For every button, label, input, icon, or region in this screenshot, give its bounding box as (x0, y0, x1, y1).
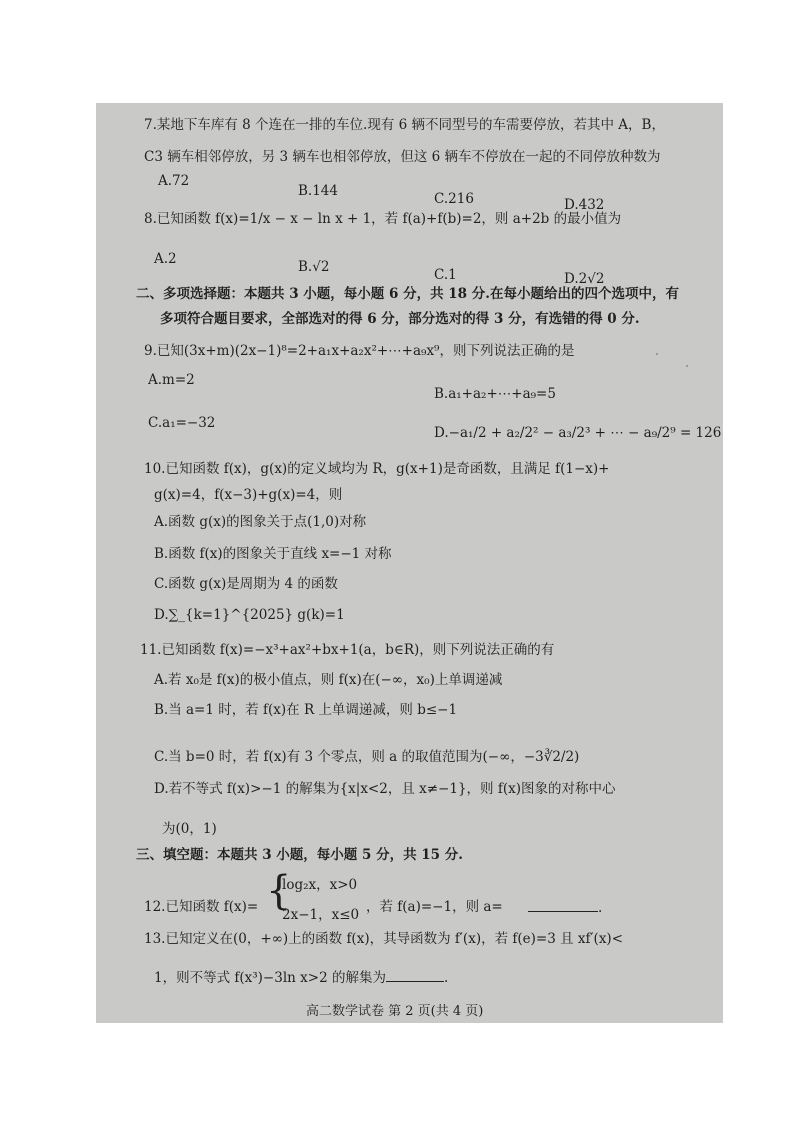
q7-line1: 7.某地下车库有 8 个连在一排的车位.现有 6 辆不同型号的车需要停放，若其中 A，B， (144, 117, 665, 133)
q13-line2 (154, 971, 448, 986)
page-footer: 高二数学试卷 第 2 页(共 4 页) (306, 1004, 484, 1019)
q7-option-c: C.216 (434, 191, 474, 207)
q12-brace: { (266, 868, 292, 914)
q9-option-d: D.−a₁/2 + a₂/2² − a₃/2³ + ⋯ − a₉/2⁹ = 126 (434, 425, 722, 441)
exam-page (96, 103, 723, 1023)
q13-line2-text: 1，则不等式 f(x³)−3ln x>2 的解集为 (154, 970, 386, 986)
q10-option-a: A.函数 g(x)的图象关于点(1,0)对称 (154, 514, 367, 530)
q10-option-d: D.∑_{k=1}^{2025} g(k)=1 (154, 607, 345, 623)
q11-option-c: C.当 b=0 时，若 f(x)有 3 个零点，则 a 的取值范围为(−∞，−3∛2/2) (154, 749, 580, 765)
q8-option-c: C.1 (434, 267, 457, 283)
q7-option-b: B.144 (298, 183, 338, 199)
q13-line1: 13.已知定义在(0，+∞)上的函数 f(x)，其导函数为 f′(x)，若 f(e)=3 且 xf′(x)< (144, 931, 624, 947)
q11-option-b: B.当 a=1 时，若 f(x)在 R 上单调递减，则 b≤−1 (154, 702, 458, 718)
q10-line2: g(x)=4，f(x−3)+g(x)=4，则 (154, 487, 343, 503)
q12-end: . (598, 900, 603, 916)
q12-lead: 12.已知函数 f(x)= (144, 899, 259, 915)
q8-option-b: B.√2 (298, 259, 330, 275)
q11-option-a: A.若 x₀是 f(x)的极小值点，则 f(x)在(−∞，x₀)上单调递减 (154, 672, 503, 688)
q12-answer-blank (528, 901, 602, 916)
q7-line2: C3 辆车相邻停放，另 3 辆车也相邻停放，但这 6 辆车不停放在一起的不同停放种数为 (144, 149, 661, 165)
q13-answer-blank (386, 971, 444, 982)
section3-heading: 三、填空题：本题共 3 小题，每小题 5 分，共 15 分. (136, 847, 463, 863)
q8-option-d: D.2√2 (564, 271, 605, 287)
q10-option-c: C.函数 g(x)是周期为 4 的函数 (154, 576, 338, 592)
q9-option-a: A.m=2 (148, 372, 195, 388)
q12-case1: log₂x，x>0 (282, 877, 358, 893)
q11-option-d-line2: 为(0，1) (162, 821, 217, 837)
q9-option-b: B.a₁+a₂+⋯+a₉=5 (434, 386, 556, 402)
q12-case2: 2x−1，x≤0 (282, 907, 360, 923)
q11-option-d-line1: D.若不等式 f(x)>−1 的解集为{x|x<2，且 x≠−1}，则 f(x)图象的对称中心 (154, 781, 616, 797)
q9-line1: 9.已知(3x+m)(2x−1)⁸=2+a₁x+a₂x²+⋯+a₉x⁹，则下列说法正确的是 (144, 343, 575, 359)
q10-line1: 10.已知函数 f(x)，g(x)的定义域均为 R，g(x+1)是奇函数，且满足 f(1−x)+ (144, 461, 610, 477)
q12-tail: ，若 f(a)=−1，则 a= (366, 899, 503, 915)
q13-end: . (443, 970, 449, 986)
q8-option-a: A.2 (154, 251, 177, 267)
q8-line1: 8.已知函数 f(x)=1/x − x − ln x + 1，若 f(a)+f(b)=2，则 a+2b 的最小值为 (144, 211, 622, 227)
section2-instructions: 多项符合题目要求，全部选对的得 6 分，部分选对的得 3 分，有选错的得 0 分. (160, 311, 640, 327)
q7-option-d: D.432 (564, 197, 605, 213)
q11-line1: 11.已知函数 f(x)=−x³+ax²+bx+1(a，b∈R)，则下列说法正确的有 (140, 642, 555, 658)
q7-option-a: A.72 (158, 173, 190, 189)
section2-heading: 二、多项选择题：本题共 3 小题，每小题 6 分，共 18 分.在每小题给出的四个选项中，有 (136, 286, 679, 302)
q9-option-c: C.a₁=−32 (148, 415, 216, 431)
q10-option-b: B.函数 f(x)的图象关于直线 x=−1 对称 (154, 546, 392, 562)
scan-speck (686, 365, 688, 367)
scan-speck (656, 353, 658, 355)
